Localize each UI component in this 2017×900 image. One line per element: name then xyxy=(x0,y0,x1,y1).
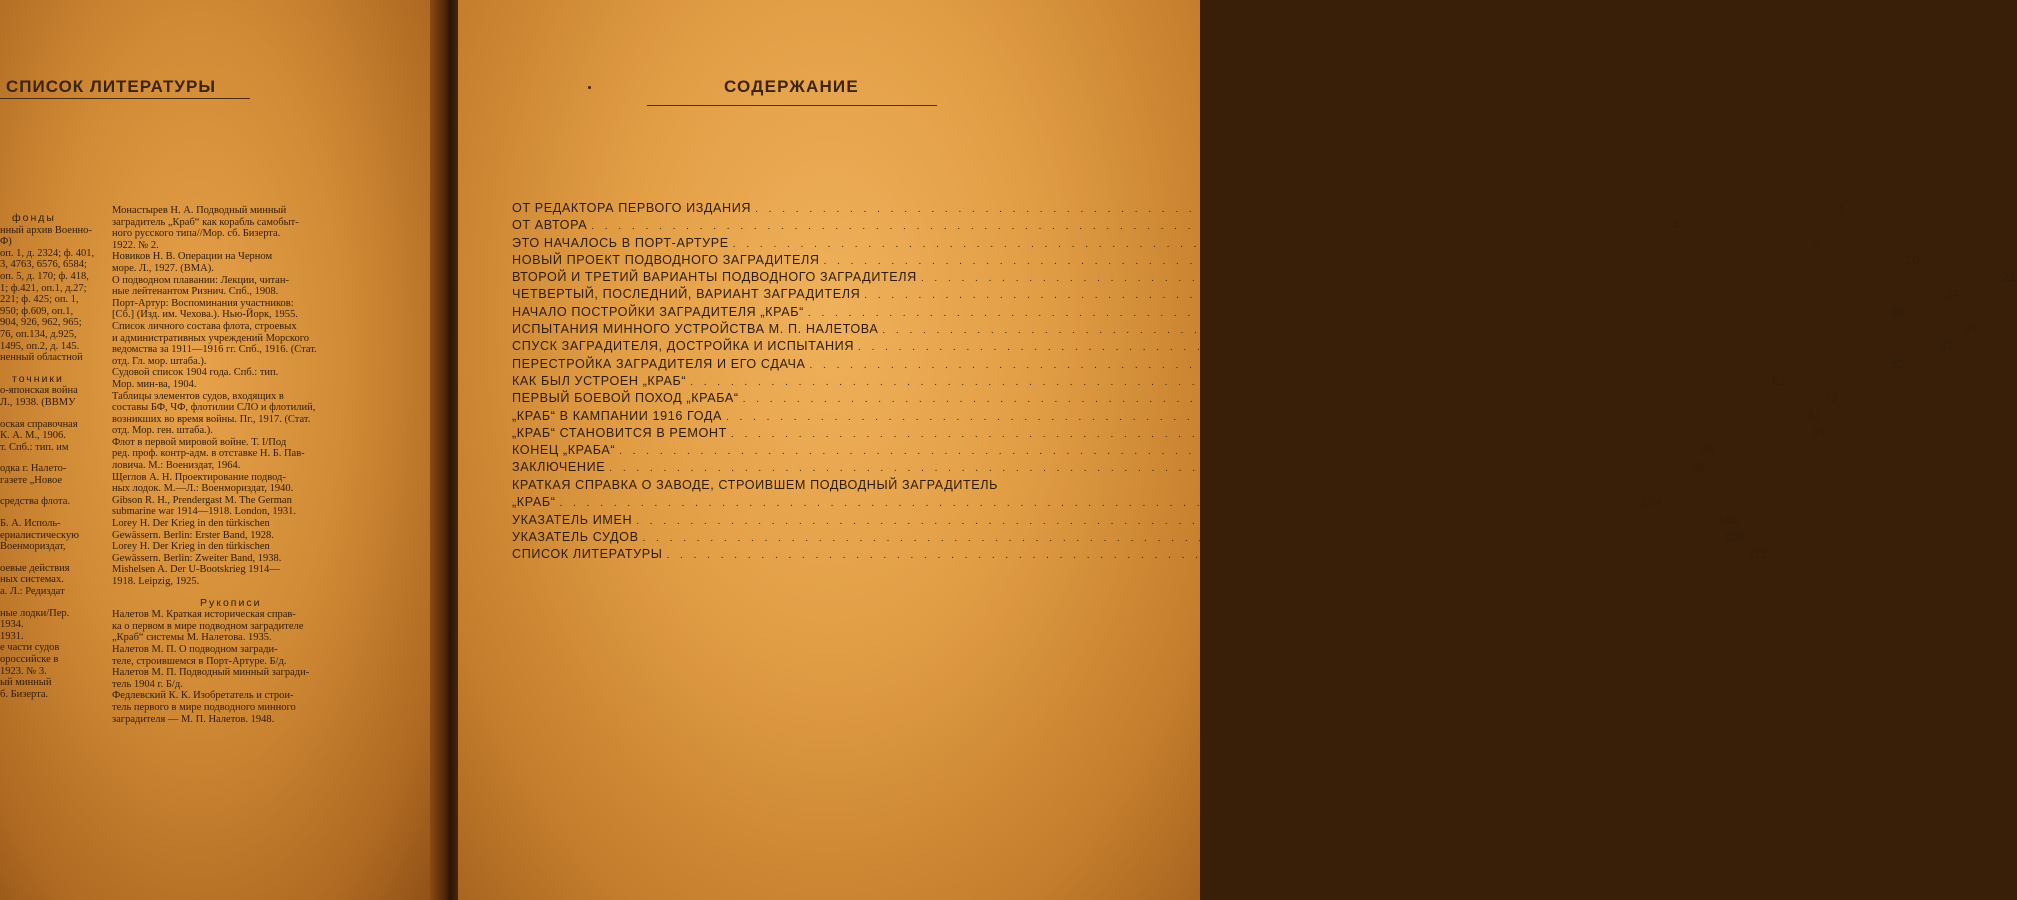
toc-entry xyxy=(512,530,1746,547)
bibliography-line: теле, строившемся в Порт-Артуре. Б/д. xyxy=(112,655,287,667)
bibliography-line: Л., 1938. (ВВМУ xyxy=(0,396,76,408)
toc-entry xyxy=(512,287,1961,304)
bibliography-line: т. Спб.: тип. им xyxy=(0,441,69,453)
bibliography-line: Налетов М. П. О подводном загради- xyxy=(112,643,278,655)
toc-leader-dots: . . . . . . . . . . . . . . . . . . . . . . . . . . . . . . . . . . . . . . . . . . . . . . . . . . . . . . . . . . . . . . . . . . . . . . . . . . . . . . . . xyxy=(726,411,1804,423)
toc-page-number: 24 xyxy=(1946,289,1961,302)
toc-entry xyxy=(512,322,1979,339)
toc-leader-dots: . . . . . . . . . . . . . . . . . . . . . . . . . . . . . . . . . . . . . . . . . . . . . . . . . . . . . . . . . . . . . . . . . . . . . . . . . . . . . . . . xyxy=(730,428,1809,440)
bibliography-line: 1923. № 3. xyxy=(0,665,47,677)
bibliography-line: ные лодки/Пер. xyxy=(0,607,70,619)
bibliography-line: 1922. № 2. xyxy=(112,239,159,251)
bibliography-line: ного русского типа//Мор. сб. Бизерта. xyxy=(112,228,281,240)
toc-entry-title: СПИСОК ЛИТЕРАТУРЫ xyxy=(512,547,663,562)
toc-entry-title: УКАЗАТЕЛЬ ИМЕН xyxy=(512,512,633,527)
toc-entry-title: КРАТКАЯ СПРАВКА О ЗАВОДЕ, СТРОИВШЕМ ПОДВОДНЫЙ ЗАГРАДИТЕЛЬ xyxy=(512,477,998,492)
toc-entry xyxy=(512,356,1906,374)
toc-leader-dots: . . . . . . . . . . . . . . . . . . . . . . . . . . . . . . . . . . . . . . . . . . . . . . . . . . . . . . . . . . . . . . . . . . . . . . . . . . . . . . . . xyxy=(882,325,1961,337)
contents-rule xyxy=(647,105,937,106)
toc-leader-dots: . . . . . . . . . . . . . . . . . . . . . . . . . . . . . . . . . . . . . . . . . . . . . . . . . . . . . . . . . . . . . . . . . . . . . . . . . . . . . . . . xyxy=(823,255,1902,267)
toc-page-number: 91 xyxy=(1812,427,1827,440)
toc-entry-title: ПЕРВЫЙ БОЕВОЙ ПОХОД „КРАБА“ xyxy=(512,391,739,406)
section-heading: Рукописи xyxy=(200,596,262,609)
toc-leader-dots: . . . . . . . . . . . . . . . . . . . . . . . . . . . . . . . . . . . . . . . . . . . . . . . . . . . . . . . . . . . . . . . . . . . . . . . . . . . . . . . . xyxy=(732,238,1811,250)
toc-entry xyxy=(512,391,1839,408)
toc-entry-continuation xyxy=(512,494,1663,513)
toc-entry-title: ВТОРОЙ И ТРЕТИЙ ВАРИАНТЫ ПОДВОДНОГО ЗАГРАДИТЕЛЯ xyxy=(512,270,917,285)
toc-page-number: 4 xyxy=(1673,220,1680,233)
bibliography-line: ред. проф. контр-адм. в отставке Н. Б. Пав- xyxy=(112,448,305,460)
toc-leader-dots: . . . . . . . . . . . . . . . . . . . . . . . . . . . . . . . . . . . . . . . . . . . . . . . . . . . . . . . . . . . . . . . . . . . . . . . . . . . . . . . . xyxy=(920,273,1999,285)
toc-page-number: 10 xyxy=(1905,254,1920,267)
bibliography-line: О подводном плавании: Лекции, читан- xyxy=(112,274,289,286)
toc-entry-title: УКАЗАТЕЛЬ СУДОВ xyxy=(512,530,639,545)
toc-page-number: 81 xyxy=(1807,410,1822,423)
bibliography-line: одка г. Налето- xyxy=(0,463,67,475)
toc-page-number: 72 xyxy=(1824,393,1839,406)
bibliography-line: Gewässern. Berlin: Erster Band, 1928. xyxy=(112,529,274,541)
toc-entry-title: ОТ РЕДАКТОРА ПЕРВОГО ИЗДАНИЯ xyxy=(512,201,752,215)
toc-leader-dots: . . . . . . . . . . . . . . . . . . . . . . . . . . . . . . . . . . . . . . . . . . . . . . . . . . . . . . . . . . . . . . . . . . . . . . . . . . . . . . . . xyxy=(559,497,1638,509)
bibliography-line: оская справочная xyxy=(0,418,78,430)
bibliography-line: ных системах. xyxy=(0,574,64,586)
bibliography-line: 1934. xyxy=(0,619,24,631)
bibliography-line: газете „Новое xyxy=(0,474,63,486)
bibliography-line: Монастырев Н. А. Подводный минный xyxy=(112,205,287,216)
bibliography-line: 1918. Leipzig, 1925. xyxy=(112,576,200,587)
bibliography-line: 76, оп.134, д.925, xyxy=(0,328,77,340)
bibliography-line: тель первого в мире подводного минного xyxy=(112,701,296,713)
bibliography-line: Щеглов А. Н. Проектирование подвод- xyxy=(112,471,286,483)
bibliography-line: Таблицы элементов судов, входящих в xyxy=(112,390,284,402)
bibliography-line: ненный областной xyxy=(0,352,83,364)
toc-entry xyxy=(512,443,1715,460)
bibliography-line: тель 1904 г. Б/д. xyxy=(112,678,183,690)
toc-entry xyxy=(512,425,1827,443)
bibliography-line: б. Бизерта. xyxy=(0,688,49,700)
bibliography-column-left xyxy=(0,213,94,700)
bibliography-line: Lorey H. Der Krieg in den türkischen xyxy=(112,541,270,553)
toc-leader-dots: . . . . . . . . . . . . . . . . . . . . . . . . . . . . . . . . . . . . . . . . . . . . . . . . . . . . . . . . . . . . . . . . . . . . . . . . . . . . . . . . xyxy=(742,394,1821,406)
toc-entry xyxy=(512,460,1706,477)
bibliography-column-right xyxy=(112,205,317,725)
toc-leader-dots: . . . . . . . . . . . . . . . . . . . . . . . . . . . . . . . . . . . . . . . . . . . . . . . . . . . . . . . . . . . . . . . . . . . . . . . . . . . . . . . . xyxy=(807,307,1886,319)
bibliography-line: отд. Гл. мор. штаба.). xyxy=(112,355,207,367)
bibliography-line: ый минный xyxy=(0,677,52,689)
toc-leader-dots: . . . . . . . . . . . . . . . . . . . . . . . . . . . . . . . . . . . . . . . . . . . . . . . . . . . . . . . . . . . . . . . . . . . . . . . . . . . . . . . . xyxy=(609,463,1688,475)
section-heading: точники xyxy=(12,372,64,385)
bibliography-line: 1; ф.421, оп.1, д.27; xyxy=(0,282,87,294)
bibliography-line: Mishelsen A. Der U-Bootskrieg 1914— xyxy=(112,564,280,576)
toc-leader-dots: . . . . . . . . . . . . . . . . . . . . . . . . . . . . . . . . . . . . . . . . . . . . . . . . . . . . . . . . . . . . . . . . . . . . . . . . . . . . . . . . xyxy=(642,533,1721,545)
bibliography-line: 904, 926, 962, 965; xyxy=(0,317,82,329)
bibliography-line: Порт-Артур: Воспоминания участников: xyxy=(112,297,294,309)
toc-page-number: 3 xyxy=(1836,203,1844,215)
toc-entry xyxy=(512,235,1822,253)
bibliography-line: Ф) xyxy=(0,236,12,248)
bibliography-line: 221; ф. 425; оп. 1, xyxy=(0,294,79,306)
toc-entry-title: „КРАБ“ В КАМПАНИИ 1916 ГОДА xyxy=(512,408,722,423)
bibliography-line: оп. 5, д. 170; ф. 418, xyxy=(0,270,89,282)
toc-page-number: 5 xyxy=(1814,237,1822,250)
toc-entry-title: КОНЕЦ „КРАБА“ xyxy=(512,443,616,458)
toc-entry-title: НОВЫЙ ПРОЕКТ ПОДВОДНОГО ЗАГРАДИТЕЛЯ xyxy=(512,252,820,267)
bibliography-heading: СПИСОК ЛИТЕРАТУРЫ xyxy=(6,77,216,96)
toc-page-number: 41 xyxy=(1939,341,1954,354)
toc-entry xyxy=(512,218,1680,235)
toc-entry-title: СПУСК ЗАГРАДИТЕЛЯ, ДОСТРОЙКА И ИСПЫТАНИЯ xyxy=(512,339,855,354)
bibliography-line: ка о первом в мире подводном заградителе xyxy=(112,620,304,632)
table-of-contents xyxy=(512,201,2017,565)
bibliography-line: е части судов xyxy=(0,642,60,654)
toc-entry xyxy=(512,373,1786,391)
toc-entry xyxy=(512,201,1844,218)
bibliography-line: 3, 4763, 6576, 6584; xyxy=(0,259,87,271)
toc-entry-title: „КРАБ“ СТАНОВИТСЯ В РЕМОНТ xyxy=(512,425,727,440)
toc-leader-dots: . . . . . . . . . . . . . . . . . . . . . . . . . . . . . . . . . . . . . . . . . . . . . . . . . . . . . . . . . . . . . . . . . . . . . . . . . . . . . . . . xyxy=(864,290,1943,302)
toc-page-number: 112 xyxy=(1748,549,1769,562)
toc-leader-dots: . . . . . . . . . . . . . . . . . . . . . . . . . . . . . . . . . . . . . . . . . . . . . . . . . . . . . . . . . . . . . . . . . . . . . . . . . . . . . . . . xyxy=(591,221,1669,233)
print-speck xyxy=(588,86,591,89)
toc-page-number: 105 xyxy=(1717,514,1739,527)
toc-page-number: 109 xyxy=(1724,532,1746,545)
spacer xyxy=(0,508,94,518)
bibliography-line: море. Л., 1927. (ВМА). xyxy=(112,262,214,274)
bibliography-line: заградителя — М. П. Налетов. 1948. xyxy=(112,713,275,725)
toc-page-number: 104 xyxy=(1641,496,1663,509)
bibliography-line: Военмориздат, xyxy=(0,541,66,553)
bibliography-line: Налетов М. Краткая историческая справ- xyxy=(112,609,296,621)
toc-entry-title: НАЧАЛО ПОСТРОЙКИ ЗАГРАДИТЕЛЯ „КРАБ“ xyxy=(512,304,804,319)
toc-leader-dots: . . . . . . . . . . . . . . . . . . . . . . . . . . . . . . . . . . . . . . . . . . . . . . . . . . . . . . . . . . . . . . . . . . . . . . . . . . . . . . . . xyxy=(690,376,1768,388)
bibliography-line: средства флота. xyxy=(0,496,71,508)
bibliography-line: заградитель „Краб“ как корабль самобыт- xyxy=(112,216,299,228)
bibliography-line: Мор. мин-ва, 1904. xyxy=(112,378,197,390)
bibliography-line: оевые действия xyxy=(0,562,70,574)
toc-page-number: 37 xyxy=(1964,324,1979,337)
spacer xyxy=(0,486,94,496)
spacer xyxy=(0,453,94,463)
bibliography-line: отд. Мор. ген. штаба.). xyxy=(112,425,213,437)
spacer xyxy=(0,409,94,419)
toc-entry-title: ЗАКЛЮЧЕНИЕ xyxy=(512,460,606,475)
toc-page-number: 99 xyxy=(1691,462,1706,475)
toc-entry xyxy=(512,339,1954,356)
toc-entry xyxy=(512,478,1120,495)
toc-leader-dots: . . . . . . . . . . . . . . . . . . . . . . . . . . . . . . . . . . . . . . . . . . . . . . . . . . . . . . . . . . . . . . . . . . . . . . . . . . . . . . . . xyxy=(809,359,1888,371)
toc-entry-title: ОТ АВТОРА xyxy=(512,218,588,233)
toc-page-number: 95 xyxy=(1700,445,1715,458)
section-heading: фонды xyxy=(12,212,56,224)
toc-entry-title: КАК БЫЛ УСТРОЕН „КРАБ“ xyxy=(512,373,687,388)
bibliography-line: Федлевский К. К. Изобретатель и строи- xyxy=(112,690,294,702)
bibliography-line: Lorey H. Der Krieg in den türkischen xyxy=(112,518,270,530)
bibliography-line: Б. А. Исполь- xyxy=(0,518,61,530)
bibliography-line: ериалистическую xyxy=(0,529,79,541)
bibliography-line: Gibson R. H., Prendergast M. The German xyxy=(112,494,292,506)
toc-entry-title: ЭТО НАЧАЛОСЬ В ПОРТ-АРТУРЕ xyxy=(512,235,729,250)
bibliography-line: нный архив Военно- xyxy=(0,224,92,236)
toc-entry xyxy=(512,304,1904,322)
bibliography-line: Судовой список 1904 года. Спб.: тип. xyxy=(112,367,279,379)
spacer xyxy=(0,553,94,563)
bibliography-line: Новиков Н. В. Операции на Черном xyxy=(112,251,273,263)
toc-entry xyxy=(512,252,1920,270)
toc-entry xyxy=(512,512,1739,530)
bibliography-line: оп. 1, д. 2324; ф. 401, xyxy=(0,247,95,259)
bibliography-line: К. А. М., 1906. xyxy=(0,430,66,442)
contents-heading: СОДЕРЖАНИЕ xyxy=(724,77,859,96)
toc-page-number: 62 xyxy=(1771,375,1786,388)
toc-entry xyxy=(512,547,1769,564)
bibliography-line: составы БФ, ЧФ, флотилии СЛО и флотилий, xyxy=(112,402,316,414)
bibliography-line: Gewässern. Berlin: Zweiter Band, 1938. xyxy=(112,552,282,564)
bibliography-line: возникших во время войны. Пг., 1917. (Стат. xyxy=(112,413,311,425)
toc-entry xyxy=(512,408,1822,426)
toc-page-number: 52 xyxy=(1891,358,1906,371)
bibliography-line: а. Л.: Редиздат xyxy=(0,586,65,598)
bibliography-line: submarine war 1914—1918. London, 1931. xyxy=(112,506,297,518)
toc-entry xyxy=(512,270,2017,287)
bibliography-line: ных лодок. М.—Л.: Военмориздат, 1940. xyxy=(112,483,294,495)
bibliography-line: ные лейтенантом Ризнич. Спб., 1908. xyxy=(112,286,279,298)
bibliography-line: Налетов М. П. Подводный минный загради- xyxy=(112,667,310,679)
bibliography-line: 1931. xyxy=(0,630,24,642)
bibliography-line: Список личного состава флота, строевых xyxy=(112,320,297,332)
spacer xyxy=(0,598,94,608)
toc-entry-title: ЧЕТВЕРТЫЙ, ПОСЛЕДНИЙ, ВАРИАНТ ЗАГРАДИТЕЛЯ xyxy=(512,287,861,302)
bibliography-line: „Краб“ системы М. Налетова. 1935. xyxy=(112,632,272,644)
toc-leader-dots: . . . . . . . . . . . . . . . . . . . . . . . . . . . . . . . . . . . . . . . . . . . . . . . . . . . . . . . . . . . . . . . . . . . . . . . . . . . . . . . . xyxy=(755,204,1833,215)
toc-entry-title-continuation: „КРАБ“ xyxy=(512,494,556,509)
toc-page-number: 30 xyxy=(1889,306,1904,319)
heading-rule xyxy=(0,98,250,99)
bibliography-line: 950; ф.609, оп.1, xyxy=(0,305,74,317)
toc-leader-dots: . . . . . . . . . . . . . . . . . . . . . . . . . . . . . . . . . . . . . . . . . . . . . . . . . . . . . . . . . . . . . . . . . . . . . . . . . . . . . . . . xyxy=(619,446,1697,458)
bibliography-line: ловича. М.: Воениздат, 1964. xyxy=(112,460,241,472)
toc-leader-dots: . . . . . . . . . . . . . . . . . . . . . . . . . . . . . . . . . . . . . . . . . . . . . . . . . . . . . . . . . . . . . . . . . . . . . . . . . . . . . . . . xyxy=(666,550,1745,562)
toc-entry-title: ПЕРЕСТРОЙКА ЗАГРАДИТЕЛЯ И ЕГО СДАЧА xyxy=(512,356,806,371)
bibliography-line: Флот в первой мировой войне. Т. I/Под xyxy=(112,436,287,448)
bibliography-line: [Сб.] (Изд. им. Чехова.). Нью-Йорк, 1955. xyxy=(112,309,298,321)
toc-leader-dots: . . . . . . . . . . . . . . . . . . . . . . . . . . . . . . . . . . . . . . . . . . . . . . . . . . . . . . . . . . . . . . . . . . . . . . . . . . . . . . . . xyxy=(636,515,1714,527)
left-page xyxy=(0,0,440,900)
toc-entry-title: ИСПЫТАНИЯ МИННОГО УСТРОЙСТВА М. П. НАЛЕТОВА xyxy=(512,322,879,337)
bibliography-line: ведомства за 1911—1916 гг. Спб., 1916. (Стат. xyxy=(112,344,317,356)
bibliography-line: о-японская война xyxy=(0,385,78,397)
bibliography-line: и административных учреждений Морского xyxy=(112,332,310,344)
bibliography-line: 1495, оп.2, д. 145. xyxy=(0,340,80,352)
toc-page-number: 21 xyxy=(2002,272,2017,285)
toc-leader-dots: . . . . . . . . . . . . . . . . . . . . . . . . . . . . . . . . . . . . . . . . . . . . . . . . . . . . . . . . . . . . . . . . . . . . . . . . . . . . . . . . xyxy=(858,342,1936,354)
bibliography-line: ороссийске в xyxy=(0,654,59,665)
